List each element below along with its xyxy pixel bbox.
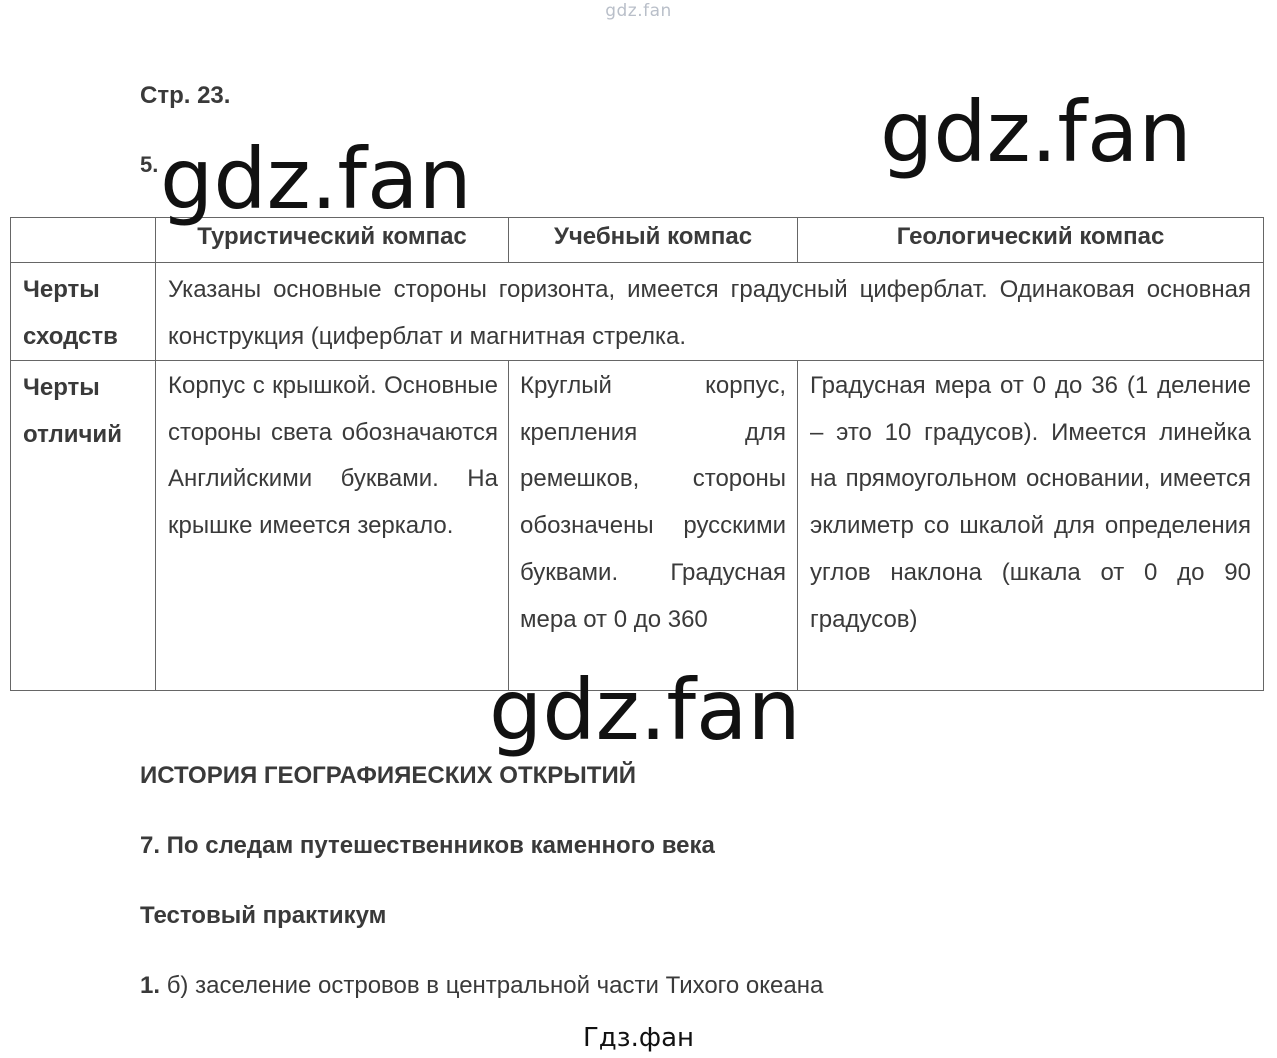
header-school-compass: Учебный компас — [509, 218, 798, 263]
footer-caption: Гдз.фан — [582, 1023, 695, 1053]
watermark-top: gdz.fan — [605, 1, 672, 21]
topic-title: 7. По следам путешественников каменного века — [140, 832, 715, 859]
header-geological-compass: Геологический компас — [798, 218, 1264, 263]
geological-compass-differences: Градусная мера от 0 до 36 (1 деление – это 10 градусов). Имеется линейка на прямоугольном основании, имеется эклиметр со шкалой для определения углов наклона (шкала от 0 до 90 градусов) — [798, 361, 1264, 691]
table-row-similarities — [11, 263, 1264, 361]
watermark-center: gdz.fan — [489, 661, 801, 759]
table-row-differences — [11, 361, 1264, 691]
compass-comparison-table — [10, 217, 1264, 691]
task-number: 5. — [140, 152, 159, 177]
section-title: ИСТОРИЯ ГЕОГРАФИЯЕСКИХ ОТКРЫТИЙ — [140, 762, 636, 789]
subtopic-title: Тестовый практикум — [140, 902, 387, 929]
answer-number: 1. — [140, 972, 161, 999]
watermark-right: gdz.fan — [880, 83, 1192, 181]
school-compass-differences: Круглый корпус, крепления для ремешков, стороны обозначены русскими буквами. Градусная мера от 0 до 360 — [509, 361, 798, 691]
similarities-cell: Указаны основные стороны горизонта, имеется градусный циферблат. Одинаковая основная конструкция (циферблат и магнитная стрелка. — [156, 263, 1264, 361]
answer-text: б) заселение островов в центральной части Тихого океана — [166, 972, 824, 999]
row-label-differences: Черты отличий — [11, 361, 156, 691]
tourist-compass-differences: Корпус с крышкой. Основные стороны света обозначаются Английскими буквами. На крышке имеется зеркало. — [156, 361, 509, 691]
watermark-left: gdz.fan — [160, 130, 472, 228]
page-reference: Стр. 23. — [140, 82, 231, 109]
header-empty — [11, 218, 156, 263]
answer-line — [140, 972, 823, 1000]
header-tourist-compass: Туристический компас — [156, 218, 509, 263]
row-label-similarities: Черты сходств — [11, 263, 156, 361]
